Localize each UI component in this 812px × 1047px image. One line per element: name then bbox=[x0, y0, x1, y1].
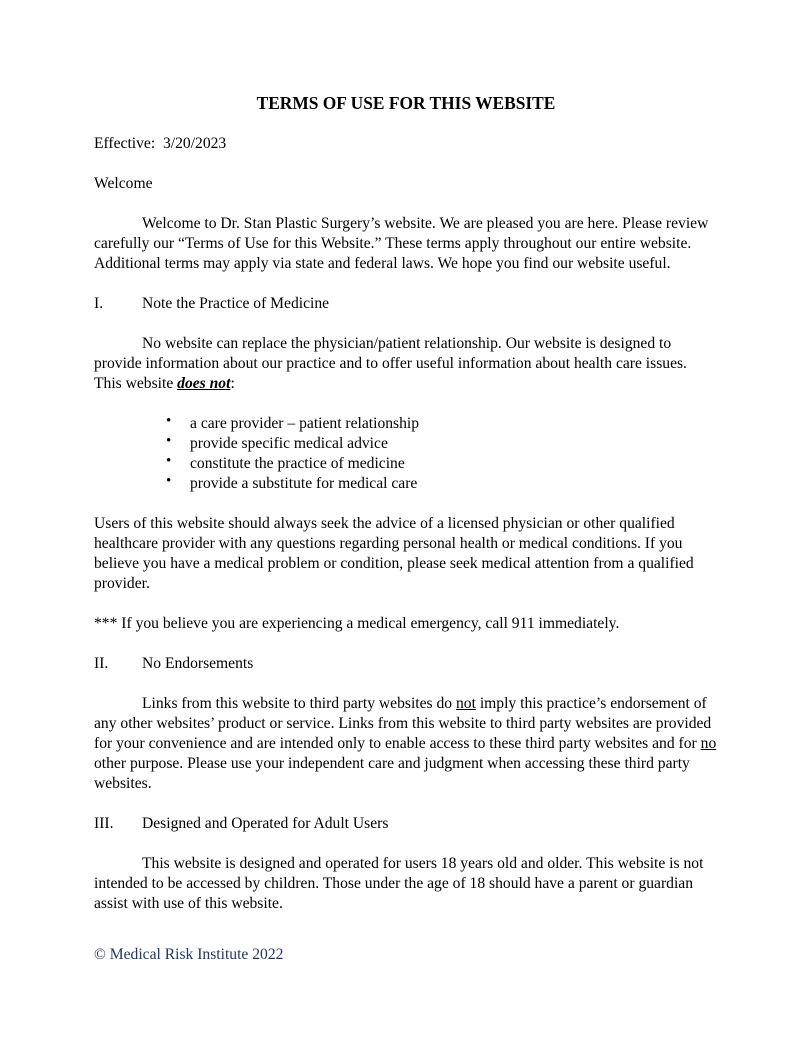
list-item-text: a care provider – patient relationship bbox=[190, 415, 420, 432]
list-item-text: provide a substitute for medical care bbox=[190, 475, 418, 492]
endorsements-text-1: Links from this website to third party websites do bbox=[142, 695, 456, 712]
bullet-icon: • bbox=[166, 473, 172, 489]
not-underline: not bbox=[456, 695, 476, 712]
practice-paragraph bbox=[94, 334, 718, 394]
section-number: II. bbox=[94, 655, 109, 672]
does-not-emphasis: does not bbox=[177, 375, 231, 392]
section-number: III. bbox=[94, 815, 114, 832]
bullet-icon: • bbox=[166, 433, 172, 449]
list-item bbox=[166, 473, 718, 494]
emergency-notice: *** If you believe you are experiencing a medical emergency, call 911 immediately. bbox=[94, 615, 620, 632]
bullet-icon: • bbox=[166, 413, 172, 429]
list-item bbox=[166, 433, 718, 454]
list-item-text: provide specific medical advice bbox=[190, 435, 388, 452]
section-title: No Endorsements bbox=[142, 655, 254, 672]
practice-paragraph-colon: : bbox=[230, 375, 235, 392]
welcome-paragraph: Welcome to Dr. Stan Plastic Surgery’s website. We are pleased you are here. Please review carefully our “Terms of Use for this Website.” These terms apply throughout our entire website. Additional terms may apply via state and federal laws. We hope you find our website useful. bbox=[94, 215, 709, 272]
list-item-text: constitute the practice of medicine bbox=[190, 455, 405, 472]
endorsements-text-2: imply this practice’s endorsement of any other websites’ product or service. Links from this website to third party websites are provided for your convenience and are intended only to enable access to these third party websites and for bbox=[94, 695, 712, 752]
no-underline: no bbox=[700, 735, 717, 752]
document-page bbox=[94, 92, 718, 914]
adult-users-paragraph: This website is designed and operated for users 18 years old and older. This website is not intended to be accessed by children. Those under the age of 18 should have a parent or guardian assist with use of this website. bbox=[94, 855, 704, 912]
section-heading-no-endorsements bbox=[94, 654, 718, 674]
disclaimer-list bbox=[94, 414, 718, 494]
bullet-icon: • bbox=[166, 453, 172, 469]
practice-paragraph-text: No website can replace the physician/patient relationship. Our website is designed to provide information about our practice and to offer useful information about health care issues. This website bbox=[94, 335, 687, 392]
endorsements-paragraph bbox=[94, 694, 718, 794]
effective-date: Effective: 3/20/2023 bbox=[94, 135, 227, 152]
section-title: Note the Practice of Medicine bbox=[142, 295, 330, 312]
list-item bbox=[166, 413, 718, 434]
users-advice-paragraph: Users of this website should always seek the advice of a licensed physician or other qualified healthcare provider with any questions regarding personal health or medical conditions. If you believe you have a medical problem or condition, please seek medical attention from a qualified provider. bbox=[94, 515, 694, 592]
page-title: TERMS OF USE FOR THIS WEBSITE bbox=[256, 93, 556, 113]
section-number: I. bbox=[94, 295, 104, 312]
section-heading-adult-users bbox=[94, 814, 718, 834]
list-item bbox=[166, 453, 718, 474]
endorsements-text-3: other purpose. Please use your independent care and judgment when accessing these third party websites. bbox=[94, 755, 690, 792]
welcome-heading: Welcome bbox=[94, 175, 153, 192]
section-heading-practice-of-medicine bbox=[94, 294, 718, 314]
copyright-notice: © Medical Risk Institute 2022 bbox=[94, 946, 284, 963]
section-title: Designed and Operated for Adult Users bbox=[142, 815, 389, 832]
